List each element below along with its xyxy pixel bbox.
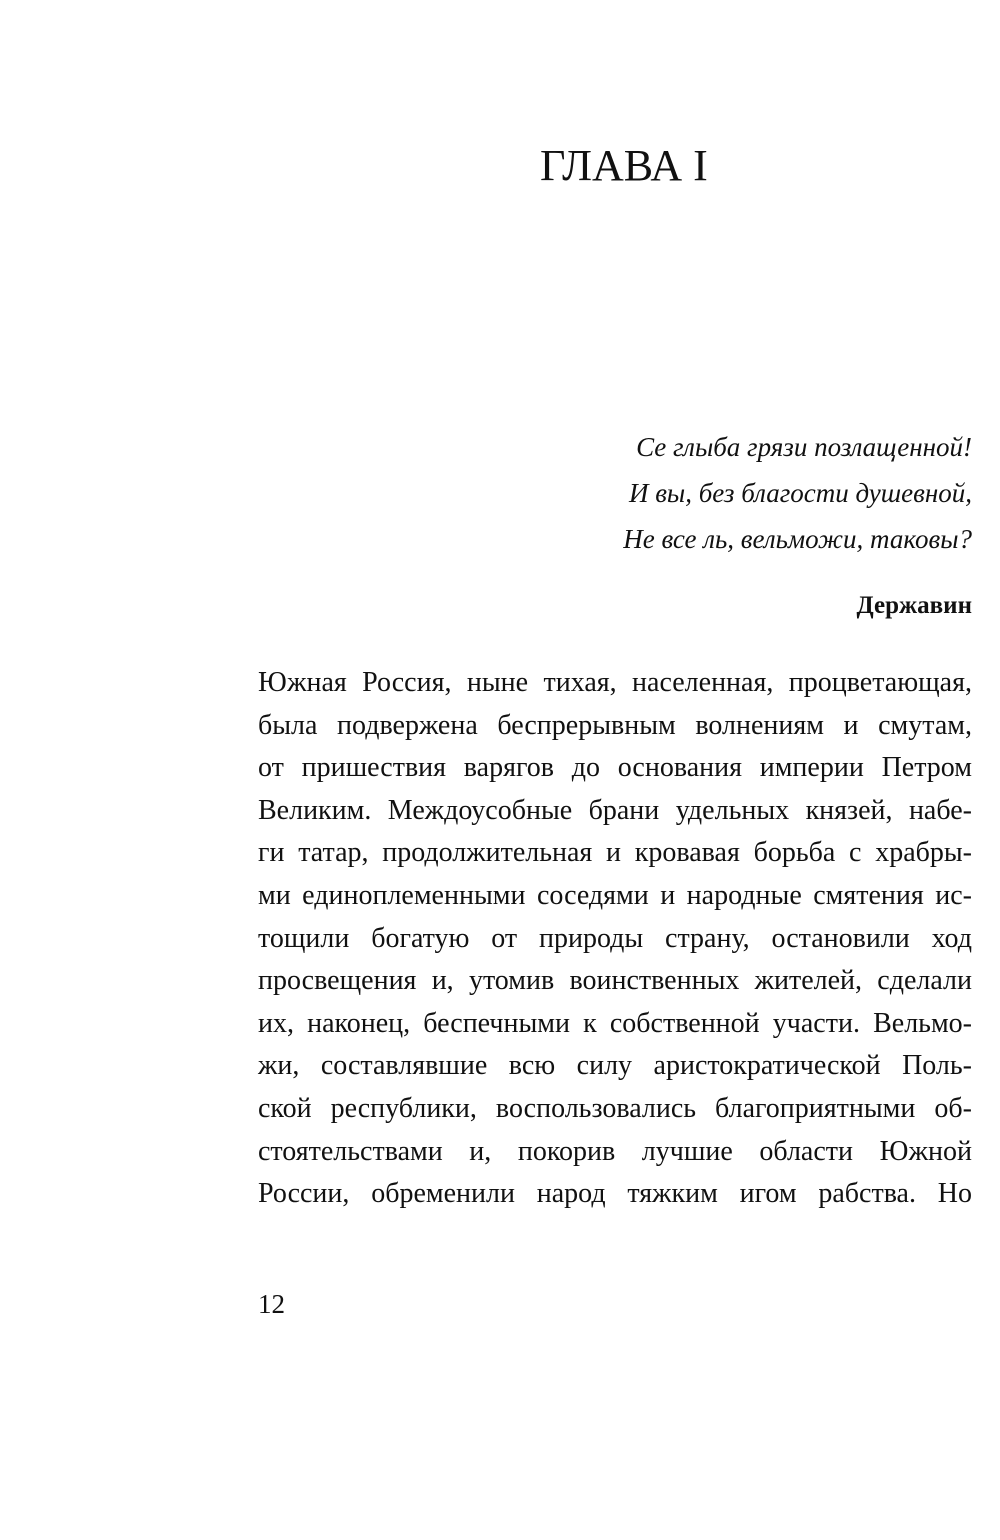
text-line: жи, составлявшие всю силу аристократической Поль- [258, 1050, 972, 1082]
chapter-title: ГЛАВА I [540, 141, 708, 190]
text-line: просвещения и, утомив воинственных жителей, сделали [258, 965, 972, 997]
epigraph-author: Державин [856, 592, 972, 619]
text-line: Южная Россия, ныне тихая, населенная, процветающая, [258, 667, 972, 698]
page-number: 12 [258, 1289, 285, 1319]
text-line: Великим. Междоусобные брани удельных князей, набе- [258, 794, 972, 826]
epigraph [412, 424, 972, 562]
text-line: их, наконец, беспечными к собственной участи. Вельмо- [258, 1007, 972, 1039]
text-line: России, обременили народ тяжким игом рабства. Но [258, 1178, 972, 1210]
text-line: ской республики, воспользовались благоприятными об- [258, 1092, 972, 1124]
text-line: ги татар, продолжительная и кровавая борьба с храбры- [258, 837, 972, 869]
text-line: тощили богатую от природы страну, остановили ход [258, 922, 972, 954]
epigraph-line: Се глыба грязи позлащенной! [636, 432, 972, 462]
text-line: ми единоплеменными соседями и народные смятения ис- [258, 879, 972, 911]
body-paragraph [258, 662, 972, 1216]
text-line: была подвержена беспрерывным волнениям и смутам, [258, 709, 972, 741]
text-line: стоятельствами и, покорив лучшие области Южной [258, 1135, 972, 1167]
text-line: от пришествия варягов до основания империи Петром [258, 752, 972, 784]
epigraph-line: Не все ль, вельможи, таковы? [623, 524, 972, 554]
epigraph-line: И вы, без благости душевной, [628, 478, 972, 508]
